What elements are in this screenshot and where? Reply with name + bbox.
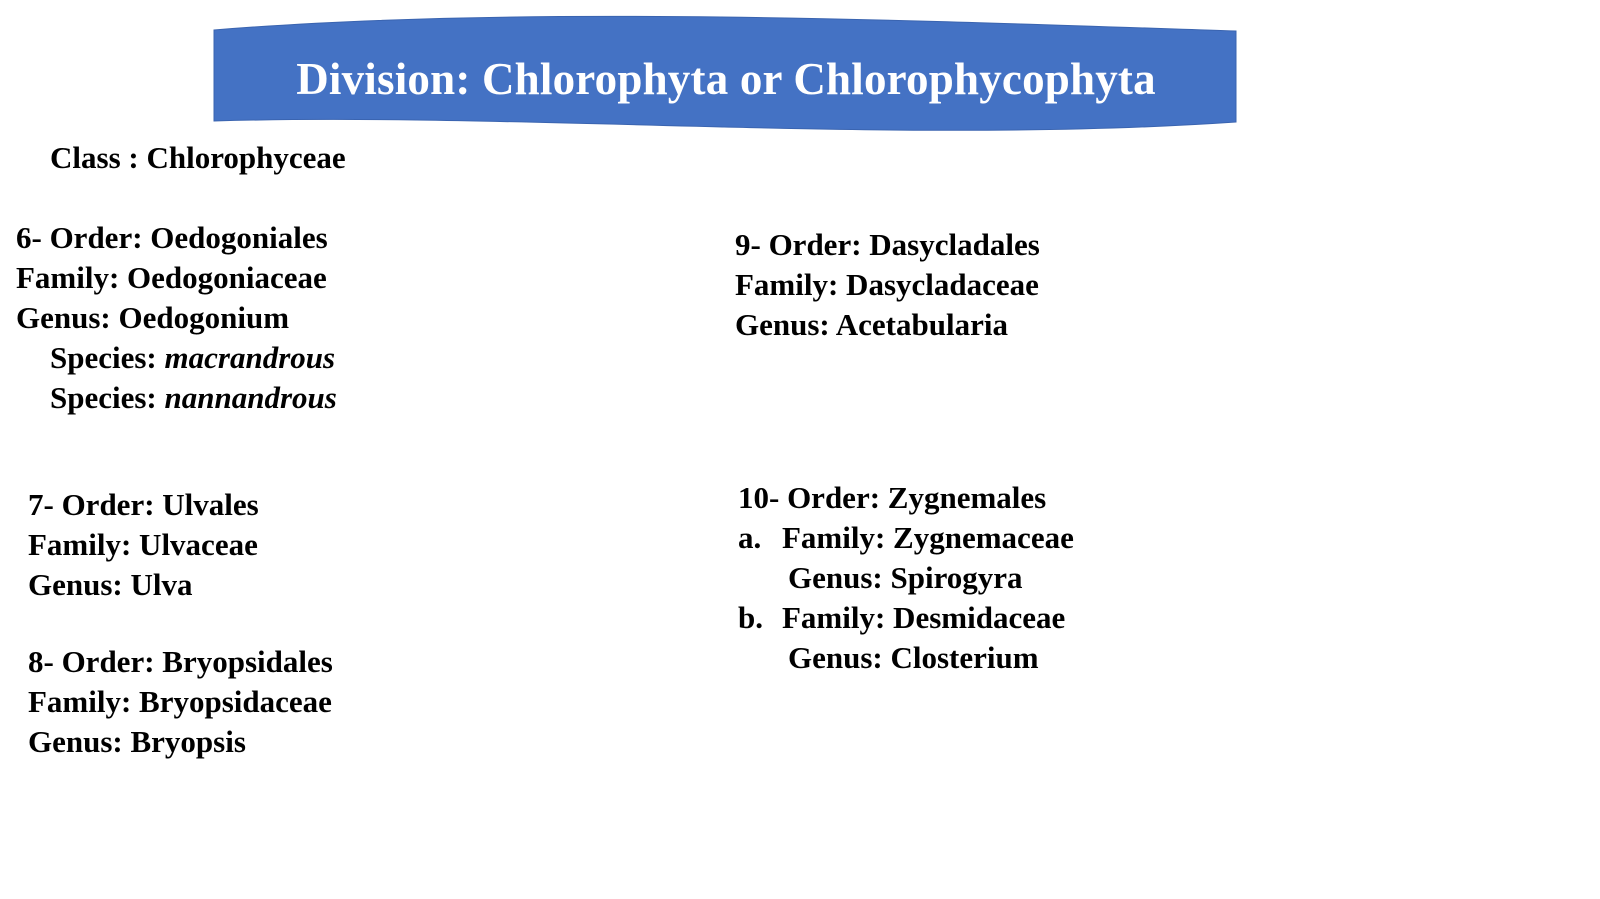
order-9-order: 9- Order: Dasycladales [735, 227, 1040, 262]
order-7-block [28, 485, 259, 605]
order-10-order: 10- Order: Zygnemales [738, 480, 1047, 515]
order-9-block [735, 225, 1040, 345]
order-6-genus: Genus: Oedogonium [16, 300, 290, 335]
page-title: Division: Chlorophyta or Chlorophycophyta [296, 54, 1156, 104]
order-6-order: 6- Order: Oedogoniales [16, 220, 328, 255]
order-8-family: Family: Bryopsidaceae [28, 684, 332, 719]
order-6-family: Family: Oedogoniaceae [16, 260, 327, 295]
list-marker: a. [738, 520, 762, 555]
order-10-genus-a: Genus: Spirogyra [788, 560, 1023, 595]
order-10-block [738, 478, 1074, 678]
list-marker: b. [738, 600, 763, 635]
order-10-family-a [738, 518, 1074, 558]
order-9-genus: Genus: Acetabularia [735, 307, 1008, 342]
family-label: Family: Zygnemaceae [782, 520, 1074, 555]
order-6-species-2 [16, 378, 337, 418]
species-label: Species: [50, 380, 165, 415]
family-label: Family: Desmidaceae [782, 600, 1066, 635]
order-9-family: Family: Dasycladaceae [735, 267, 1039, 302]
species-name: nannandrous [164, 380, 337, 415]
order-10-family-b [738, 598, 1074, 638]
order-8-block [28, 642, 333, 762]
order-6-block [16, 218, 337, 418]
order-7-order: 7- Order: Ulvales [28, 487, 259, 522]
order-8-order: 8- Order: Bryopsidales [28, 644, 333, 679]
order-7-genus: Genus: Ulva [28, 567, 193, 602]
order-8-genus: Genus: Bryopsis [28, 724, 246, 759]
species-name: macrandrous [164, 340, 336, 375]
class-heading [50, 138, 346, 178]
order-6-species-1 [16, 338, 337, 378]
order-7-family: Family: Ulvaceae [28, 527, 258, 562]
order-10-genus-b: Genus: Closterium [788, 640, 1039, 675]
species-label: Species: [50, 340, 165, 375]
class-line: Class : Chlorophyceae [50, 140, 346, 175]
